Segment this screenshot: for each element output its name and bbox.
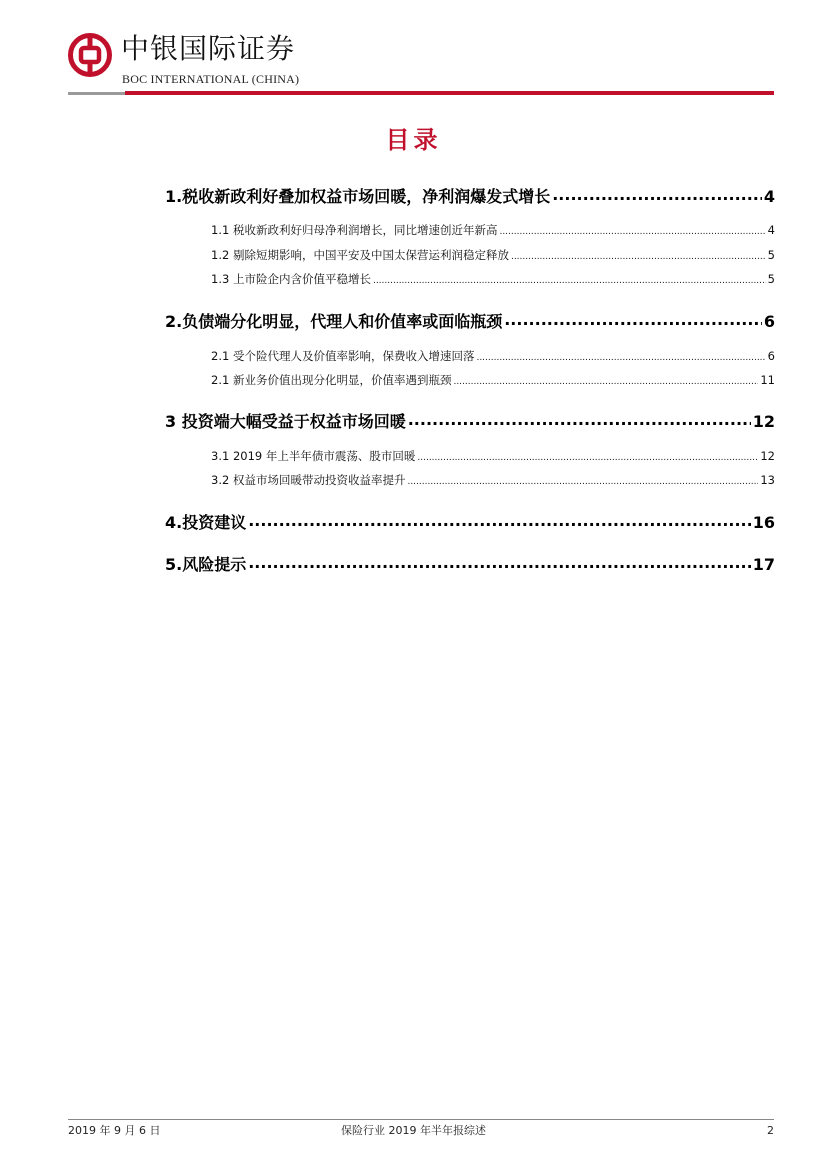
toc-entry-page: 4 [763, 187, 775, 206]
toc-entry-page: 4 [767, 223, 775, 237]
toc-entry[interactable] [165, 184, 775, 206]
toc-entry-title: 5.风险提示 [165, 555, 247, 574]
toc-entry[interactable] [211, 372, 775, 388]
toc-entry[interactable] [165, 510, 775, 532]
toc-entry-title: 2.1 受个险代理人及价值率影响，保费收入增速回落 [211, 349, 475, 363]
toc-leader [248, 553, 751, 572]
toc-entry-title: 1.3 上市险企内含价值平稳增长 [211, 272, 371, 286]
toc-leader [248, 511, 751, 530]
brand-name-chinese: 中银国际证券 [121, 32, 296, 65]
header-rule-red [125, 91, 774, 95]
toc-leader [407, 477, 758, 487]
footer-page-number: 2 [767, 1124, 774, 1137]
toc-leader [552, 185, 762, 204]
toc-entry-page: 6 [763, 312, 775, 331]
toc-entry-page: 6 [767, 349, 775, 363]
toc-entry-title: 2.1 新业务价值出现分化明显，价值率遇到瓶颈 [211, 373, 452, 387]
toc-entry-title: 2.负债端分化明显，代理人和价值率或面临瓶颈 [165, 312, 503, 331]
toc-entry-title: 3.2 权益市场回暖带动投资收益率提升 [211, 473, 406, 487]
footer-date: 2019 年 9 月 6 日 [68, 1124, 161, 1137]
toc-entry-title: 3.1 2019 年上半年债市震荡、股市回暖 [211, 449, 416, 463]
toc-entry[interactable] [165, 409, 775, 431]
toc-entry-page: 5 [767, 248, 775, 262]
footer-rule [68, 1119, 774, 1120]
toc-leader [453, 377, 758, 387]
toc-entry-page: 16 [752, 513, 775, 532]
toc-entry-page: 13 [760, 473, 775, 487]
toc-leader [499, 227, 765, 237]
toc-entry[interactable] [211, 222, 775, 238]
toc-entry-page: 11 [760, 373, 775, 387]
toc-entry-page: 5 [767, 272, 775, 286]
toc-leader [373, 276, 766, 286]
toc-entry[interactable] [211, 448, 775, 464]
toc-entry[interactable] [165, 309, 775, 331]
toc-title: 目录 [385, 126, 442, 154]
toc-leader [417, 453, 758, 463]
toc-entry[interactable] [211, 271, 775, 287]
toc-entry-title: 1.税收新政利好叠加权益市场回暖，净利润爆发式增长 [165, 187, 551, 206]
toc-entry-page: 12 [760, 449, 775, 463]
toc-entry-title: 1.1 税收新政利好归母净利润增长，同比增速创近年新高 [211, 223, 498, 237]
toc-entry-title: 3 投资端大幅受益于权益市场回暖 [165, 412, 406, 431]
toc-leader [476, 353, 765, 363]
toc-entry-title: 1.2 剔除短期影响，中国平安及中国太保营运利润稳定释放 [211, 248, 509, 262]
toc-entry-page: 17 [752, 555, 775, 574]
toc-entry-title: 4.投资建议 [165, 513, 247, 532]
toc-leader [408, 410, 751, 429]
toc-entry[interactable] [211, 247, 775, 263]
footer-report-title: 保险行业 2019 年半年报综述 [341, 1124, 486, 1137]
page-header [0, 0, 827, 100]
toc-leader [504, 310, 762, 329]
toc-entry-page: 12 [752, 412, 775, 431]
boc-logo-icon [68, 33, 112, 77]
brand-name-english: BOC INTERNATIONAL (CHINA) [122, 72, 300, 86]
toc-entry[interactable] [211, 348, 775, 364]
header-rule-gray [68, 92, 125, 95]
toc-entry[interactable] [211, 472, 775, 488]
toc-entry[interactable] [165, 552, 775, 574]
toc-leader [511, 252, 766, 262]
